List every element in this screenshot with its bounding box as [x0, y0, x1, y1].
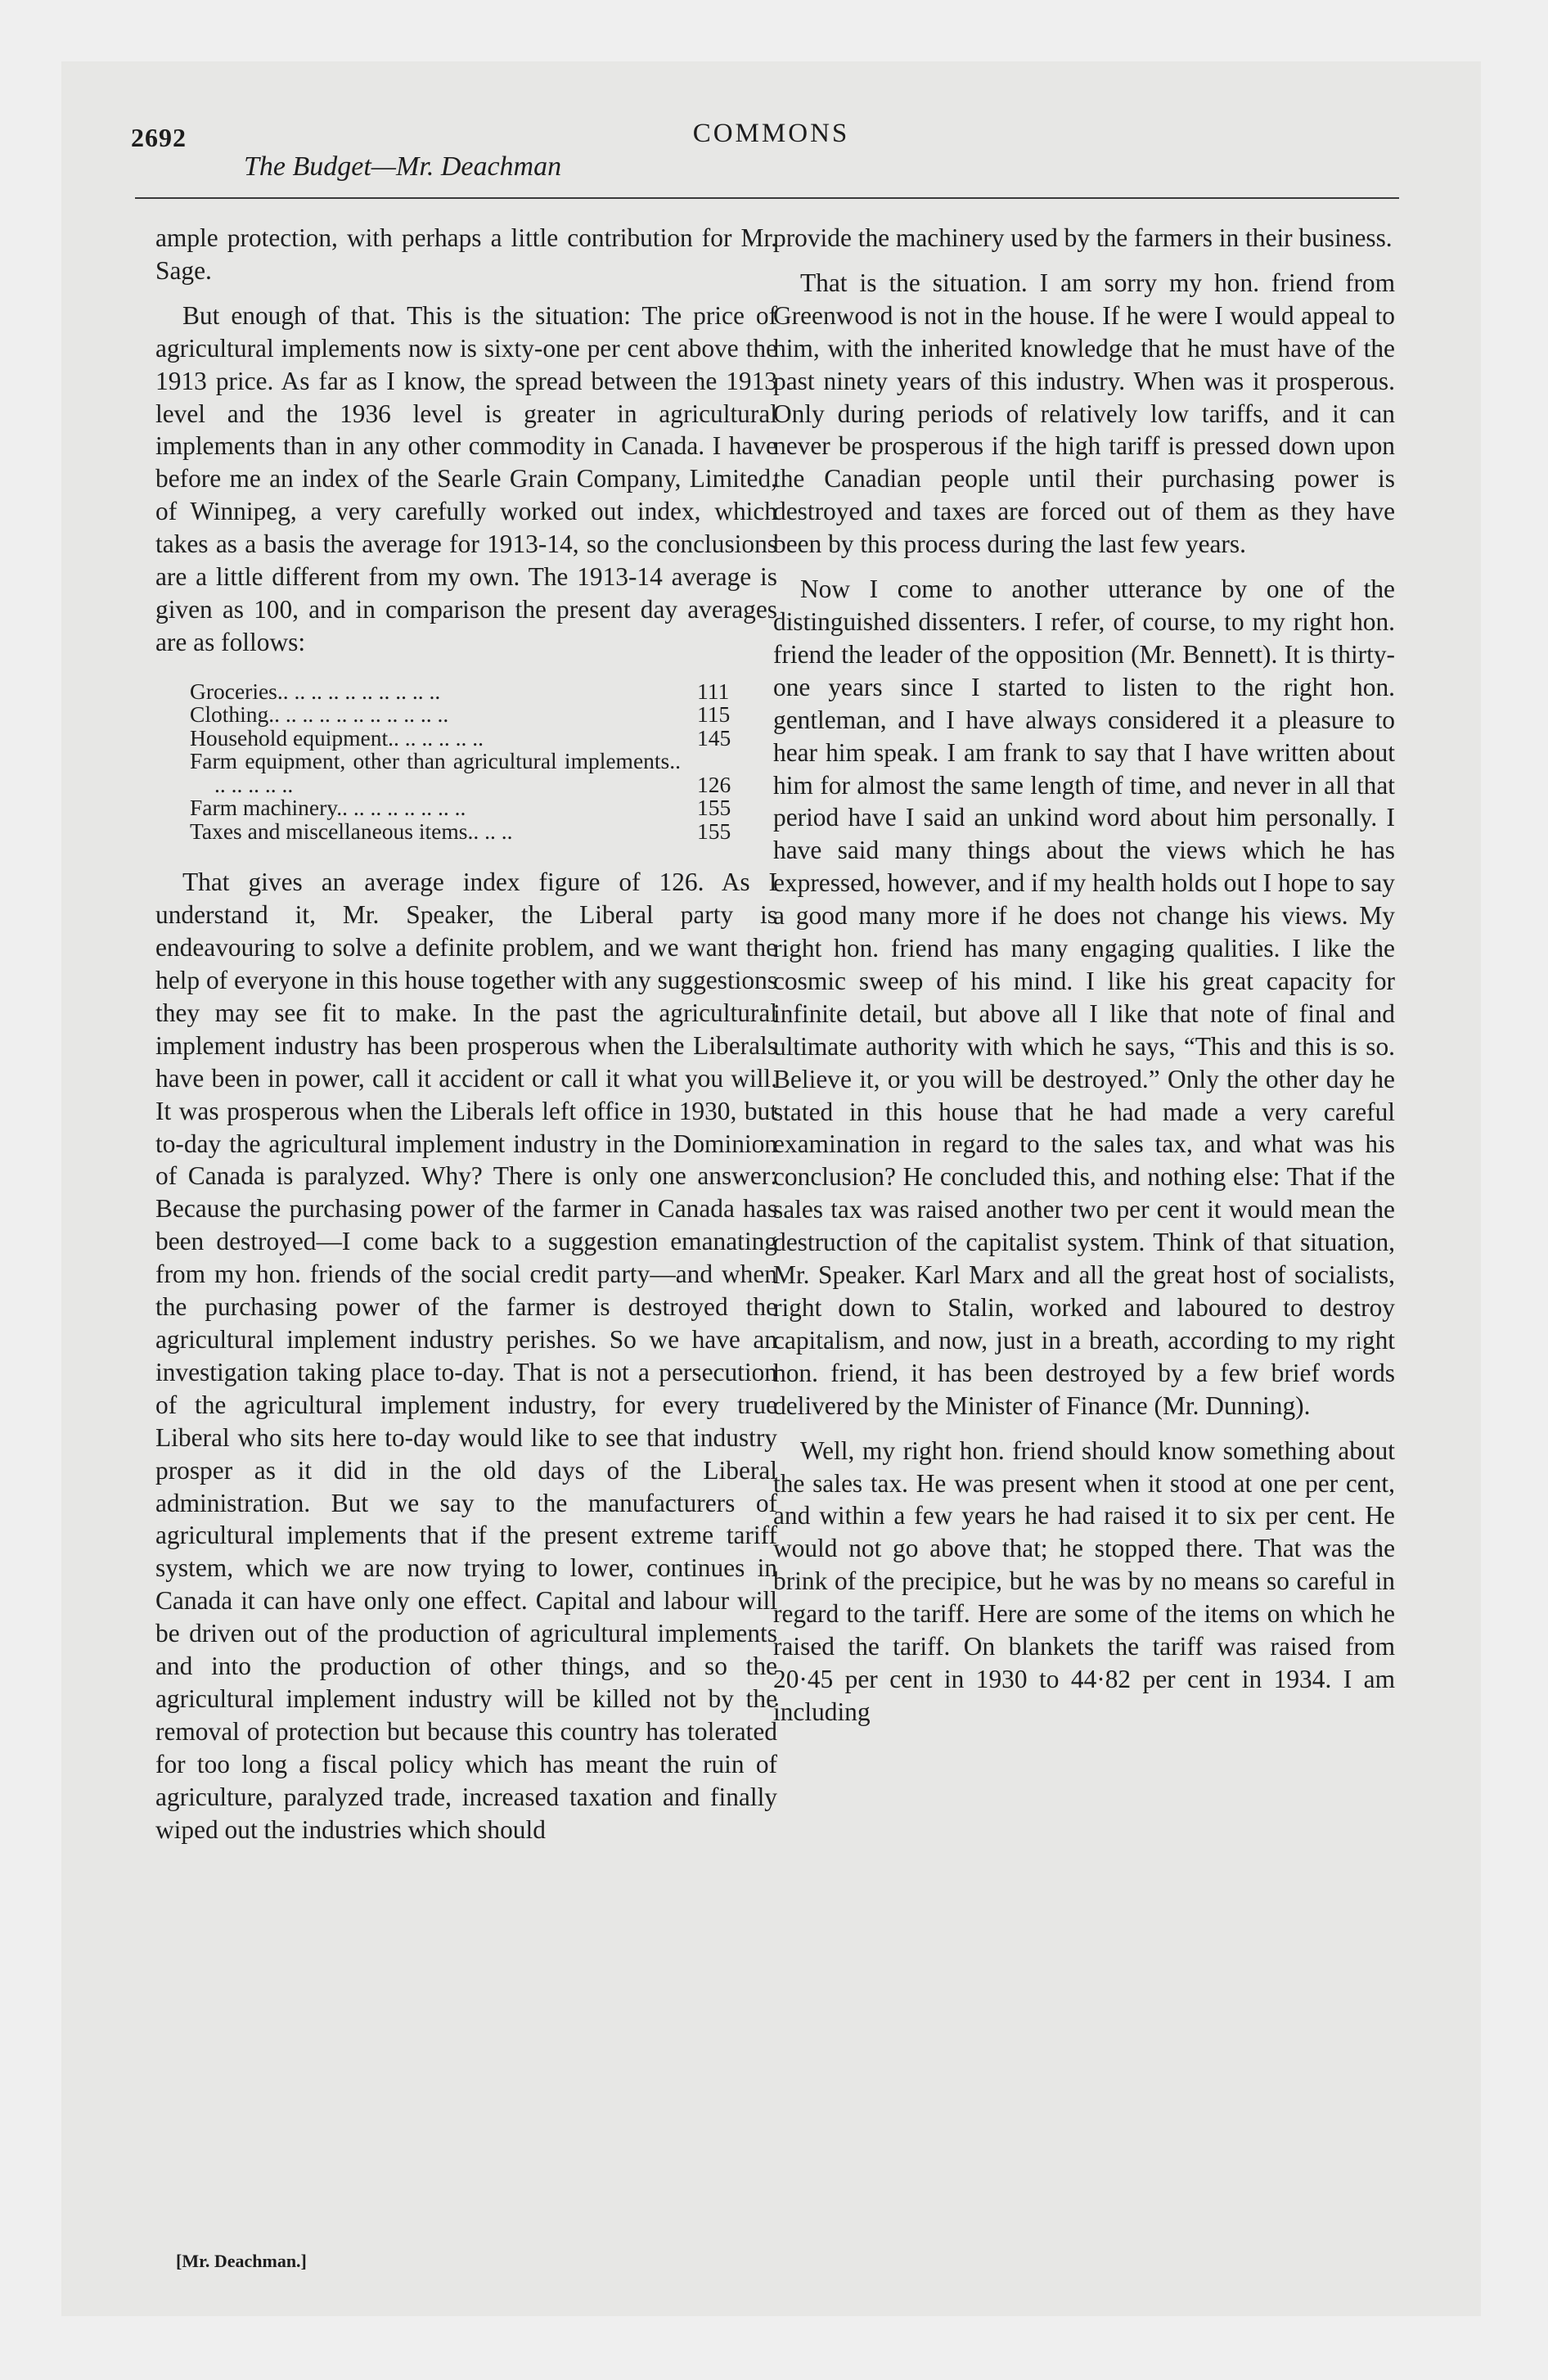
paragraph: That is the situation. I am sorry my hon. friend from Greenwood is not in the house. If he were I would appeal to him, with the inherited knowledge that he must have of the past ninety years of this industry. When was it prosperous. Only during periods of relatively low tariffs, and it can never be prosperous if the high tariff is pressed down upon the Canadian people until their purchasing power is destroyed and taxes are forced out of them as they have been by this process during the last few years.	[773, 268, 1395, 559]
index-item-value: 126	[697, 771, 731, 797]
paragraph: That gives an average index figure of 126. As I understand it, Mr. Speaker, the Liberal party is endeavouring to solve a definite problem, and we want the help of everyone in this house together with any suggestions they may see fit to make. In the past the agricultural implement industry has been prosperous when the Liberals have been in power, call it accident or call it what you will. It was prosperous when the Liberals left office in 1930, but to-day the agricultural implement industry in the Dominion of Canada is paralyzed. Why? There is only one answer: Because the purchasing power of the farmer in Canada has been destroyed—I come back to a suggestion emanating from my hon. friends of the social credit party—and when the purchasing power of the farmer is destroyed the agricultural implement industry perishes. So we have an investigation taking place to-day. That is not a persecution of the agricultural implement industry, for every true Liberal who sits here to-day would like to see that industry prosper as it did in the old days of the Liberal administration. But we say to the manufacturers of agricultural implements that if the present extreme tariff system, which we are now trying to lower, continues in Canada it can have only one effect. Capital and labour will be driven out of the production of agricultural implements and into the production of other things, and so the agricultural implement industry will be killed not by the removal of protection but because this country has tolerated for too long a fiscal policy which has meant the ruin of agriculture, paralyzed trade, increased taxation and finally wiped out the industries which should	[155, 868, 777, 1844]
page-number: 2692	[131, 123, 187, 152]
table-row	[190, 796, 779, 820]
table-row	[190, 727, 779, 751]
paragraph: But enough of that. This is the situation: The price of agricultural implements now is sixty-one per cent above the 1913 price. As far as I know, the spread between the 1913 level and the 1936 level is greater in agricultural implements than in any other commodity in Canada. I have before me an index of the Searle Grain Company, Limited, of Winnipeg, a very carefully worked out index, which takes as a basis the average for 1913-14, so the conclusions are a little different from my own. The 1913-14 average is given as 100, and in comparison the present day averages are as follows:	[155, 300, 777, 656]
index-item-value: 115	[697, 701, 731, 728]
page-header	[61, 61, 1481, 209]
left-column	[155, 222, 777, 1858]
paragraph: provide the machinery used by the farmers in their business.	[773, 223, 1393, 252]
index-item-value: 145	[697, 724, 731, 751]
index-item-label: Farm machinery.. .. .. .. .. .. .. ..	[190, 795, 466, 821]
table-row	[190, 750, 779, 796]
house-title: COMMONS	[692, 119, 850, 148]
index-item-label: Taxes and miscellaneous items.. .. ..	[190, 818, 513, 844]
table-row	[190, 680, 779, 704]
speaker-attribution: [Mr. Deachman.]	[176, 2251, 307, 2271]
right-column	[773, 222, 1395, 1741]
price-index-table	[190, 680, 779, 844]
index-item-label: Clothing.. .. .. .. .. .. .. .. .. .. ..	[190, 701, 449, 728]
index-item-label: Household equipment.. .. .. .. .. ..	[190, 724, 484, 751]
paragraph: ample protection, with perhaps a little contribution for Mr. Sage.	[155, 223, 777, 285]
index-item-value: 155	[697, 795, 731, 821]
hansard-page	[61, 61, 1481, 2316]
index-item-label: Farm equipment, other than agricultural implements.. .. .. .. .. ..	[190, 748, 681, 797]
table-row	[190, 703, 779, 727]
index-item-value: 111	[697, 678, 730, 704]
paragraph: Well, my right hon. friend should know something about the sales tax. He was present when it stood at one per cent, and within a few years he had raised it to six per cent. He would not go above that; he stopped there. That was the brink of the precipice, but he was by no means so careful in regard to the tariff. Here are some of the items on which he raised the tariff. On blankets the tariff was raised from 20·45 per cent in 1930 to 44·82 per cent in 1934. I am including	[773, 1436, 1395, 1726]
index-item-value: 155	[697, 818, 731, 844]
paragraph: Now I come to another utterance by one of the distinguished dissenters. I refer, of course, to my right hon. friend the leader of the opposition (Mr. Bennett). It is thirty-one years since I started to listen to the right hon. gentleman, and I have always considered it a pleasure to hear him speak. I am frank to say that I have written about him for almost the same length of time, and never in all that period have I said an unkind word about him personally. I have said many things about the views which he has expressed, however, and if my health holds out I hope to say a good many more if he does not change his views. My right hon. friend has many engaging qualities. I like the cosmic sweep of his mind. I like his great capacity for infinite detail, but above all I like that note of final and ultimate authority with which he says, “This and this is so. Believe it, or you will be destroyed.” Only the other day he stated in this house that he had made a very careful examination in regard to the sales tax, and what was his conclusion? He concluded this, and nothing else: That if the sales tax was raised another two per cent it would mean the destruction of the capitalist system. Think of that situation, Mr. Speaker. Karl Marx and all the great host of socialists, right down to Stalin, worked and laboured to destroy capitalism, and now, just in a breath, according to my right hon. friend, it has been destroyed by a few brief words delivered by the Minister of Finance (Mr. Dunning).	[773, 575, 1395, 1420]
running-title: The Budget—Mr. Deachman	[244, 151, 562, 182]
header-rule	[135, 197, 1399, 199]
index-item-label: Groceries.. .. .. .. .. .. .. .. .. ..	[190, 678, 441, 704]
table-row	[190, 820, 779, 844]
